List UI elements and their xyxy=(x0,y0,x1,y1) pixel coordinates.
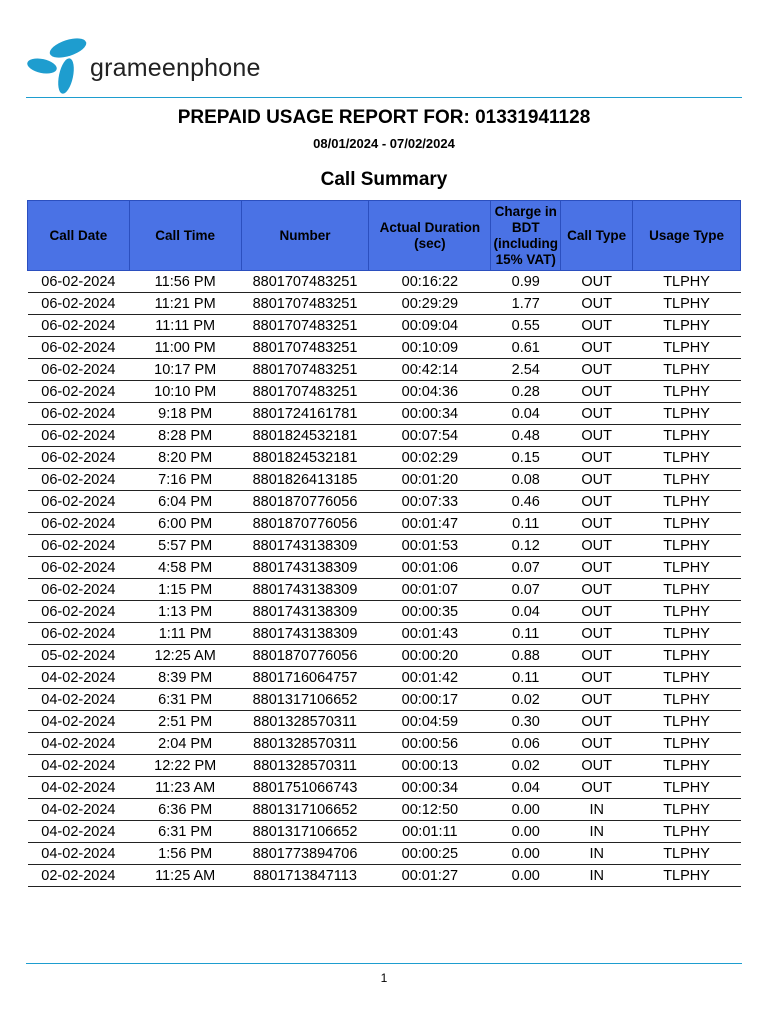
cell-call-time: 1:15 PM xyxy=(129,579,241,601)
cell-call-type: OUT xyxy=(561,645,633,667)
cell-number: 8801317106652 xyxy=(241,799,369,821)
cell-usage-type: TLPHY xyxy=(633,535,741,557)
cell-usage-type: TLPHY xyxy=(633,337,741,359)
cell-call-time: 4:58 PM xyxy=(129,557,241,579)
cell-call-date: 06-02-2024 xyxy=(28,293,130,315)
cell-charge: 0.12 xyxy=(491,535,561,557)
cell-call-type: OUT xyxy=(561,557,633,579)
cell-call-time: 11:21 PM xyxy=(129,293,241,315)
cell-call-type: OUT xyxy=(561,623,633,645)
cell-number: 8801743138309 xyxy=(241,557,369,579)
cell-call-date: 06-02-2024 xyxy=(28,447,130,469)
cell-number: 8801707483251 xyxy=(241,315,369,337)
cell-call-type: OUT xyxy=(561,491,633,513)
cell-call-date: 06-02-2024 xyxy=(28,579,130,601)
cell-call-type: OUT xyxy=(561,755,633,777)
cell-usage-type: TLPHY xyxy=(633,403,741,425)
cell-actual-duration: 00:00:34 xyxy=(369,777,491,799)
cell-call-date: 04-02-2024 xyxy=(28,733,130,755)
table-row xyxy=(28,381,741,403)
cell-call-time: 8:39 PM xyxy=(129,667,241,689)
cell-call-type: OUT xyxy=(561,381,633,403)
cell-actual-duration: 00:07:33 xyxy=(369,491,491,513)
cell-call-time: 7:16 PM xyxy=(129,469,241,491)
cell-charge: 2.54 xyxy=(491,359,561,381)
table-row xyxy=(28,667,741,689)
cell-usage-type: TLPHY xyxy=(633,293,741,315)
cell-usage-type: TLPHY xyxy=(633,381,741,403)
cell-call-date: 04-02-2024 xyxy=(28,667,130,689)
header-actual-duration: Actual Duration (sec) xyxy=(369,201,491,271)
cell-call-date: 04-02-2024 xyxy=(28,777,130,799)
cell-actual-duration: 00:12:50 xyxy=(369,799,491,821)
cell-number: 8801743138309 xyxy=(241,579,369,601)
cell-call-date: 04-02-2024 xyxy=(28,821,130,843)
cell-call-time: 2:51 PM xyxy=(129,711,241,733)
call-summary-table xyxy=(27,200,741,887)
cell-call-date: 06-02-2024 xyxy=(28,513,130,535)
cell-usage-type: TLPHY xyxy=(633,821,741,843)
cell-charge: 0.11 xyxy=(491,513,561,535)
cell-usage-type: TLPHY xyxy=(633,623,741,645)
cell-call-date: 06-02-2024 xyxy=(28,315,130,337)
cell-call-type: OUT xyxy=(561,469,633,491)
cell-number: 8801824532181 xyxy=(241,425,369,447)
cell-actual-duration: 00:00:56 xyxy=(369,733,491,755)
cell-charge: 0.30 xyxy=(491,711,561,733)
cell-call-type: OUT xyxy=(561,579,633,601)
cell-number: 8801751066743 xyxy=(241,777,369,799)
table-row xyxy=(28,777,741,799)
report-title: PREPAID USAGE REPORT FOR: 01331941128 xyxy=(177,107,591,128)
cell-call-type: OUT xyxy=(561,601,633,623)
cell-call-date: 04-02-2024 xyxy=(28,711,130,733)
cell-call-time: 11:00 PM xyxy=(129,337,241,359)
cell-call-time: 8:28 PM xyxy=(129,425,241,447)
cell-actual-duration: 00:00:13 xyxy=(369,755,491,777)
cell-charge: 0.55 xyxy=(491,315,561,337)
cell-number: 8801707483251 xyxy=(241,381,369,403)
cell-actual-duration: 00:00:25 xyxy=(369,843,491,865)
cell-actual-duration: 00:10:09 xyxy=(369,337,491,359)
cell-actual-duration: 00:42:14 xyxy=(369,359,491,381)
cell-usage-type: TLPHY xyxy=(633,271,741,293)
header-charge: Charge in BDT (including 15% VAT) xyxy=(491,201,561,271)
cell-actual-duration: 00:00:35 xyxy=(369,601,491,623)
cell-call-type: OUT xyxy=(561,777,633,799)
cell-actual-duration: 00:04:36 xyxy=(369,381,491,403)
cell-call-date: 06-02-2024 xyxy=(28,381,130,403)
cell-call-time: 11:11 PM xyxy=(129,315,241,337)
header-usage-type: Usage Type xyxy=(633,201,741,271)
cell-usage-type: TLPHY xyxy=(633,315,741,337)
page-number: 1 xyxy=(380,971,388,985)
cell-usage-type: TLPHY xyxy=(633,733,741,755)
cell-usage-type: TLPHY xyxy=(633,359,741,381)
cell-call-type: OUT xyxy=(561,513,633,535)
cell-charge: 0.07 xyxy=(491,579,561,601)
cell-call-date: 04-02-2024 xyxy=(28,689,130,711)
cell-usage-type: TLPHY xyxy=(633,513,741,535)
cell-call-date: 06-02-2024 xyxy=(28,469,130,491)
cell-charge: 0.28 xyxy=(491,381,561,403)
cell-number: 8801743138309 xyxy=(241,535,369,557)
cell-actual-duration: 00:01:20 xyxy=(369,469,491,491)
cell-number: 8801724161781 xyxy=(241,403,369,425)
header-call-time: Call Time xyxy=(129,201,241,271)
cell-charge: 0.02 xyxy=(491,755,561,777)
brand-name: grameenphone xyxy=(90,54,261,82)
cell-actual-duration: 00:09:04 xyxy=(369,315,491,337)
cell-number: 8801707483251 xyxy=(241,271,369,293)
cell-usage-type: TLPHY xyxy=(633,711,741,733)
cell-call-time: 6:04 PM xyxy=(129,491,241,513)
report-period: 08/01/2024 - 07/02/2024 xyxy=(313,136,455,151)
table-row xyxy=(28,645,741,667)
table-row xyxy=(28,513,741,535)
table-row xyxy=(28,689,741,711)
table-row xyxy=(28,843,741,865)
cell-call-date: 06-02-2024 xyxy=(28,403,130,425)
cell-charge: 0.00 xyxy=(491,821,561,843)
cell-usage-type: TLPHY xyxy=(633,447,741,469)
cell-call-date: 06-02-2024 xyxy=(28,491,130,513)
cell-actual-duration: 00:00:34 xyxy=(369,403,491,425)
cell-number: 8801824532181 xyxy=(241,447,369,469)
cell-charge: 0.99 xyxy=(491,271,561,293)
table-row xyxy=(28,601,741,623)
header-call-date: Call Date xyxy=(28,201,130,271)
cell-call-type: OUT xyxy=(561,337,633,359)
cell-actual-duration: 00:07:54 xyxy=(369,425,491,447)
cell-number: 8801328570311 xyxy=(241,733,369,755)
cell-usage-type: TLPHY xyxy=(633,755,741,777)
cell-call-time: 1:13 PM xyxy=(129,601,241,623)
cell-usage-type: TLPHY xyxy=(633,579,741,601)
cell-charge: 0.02 xyxy=(491,689,561,711)
cell-actual-duration: 00:29:29 xyxy=(369,293,491,315)
cell-charge: 0.88 xyxy=(491,645,561,667)
cell-call-type: OUT xyxy=(561,733,633,755)
cell-charge: 0.46 xyxy=(491,491,561,513)
cell-charge: 0.00 xyxy=(491,799,561,821)
section-title: Call Summary xyxy=(320,169,448,190)
cell-charge: 0.11 xyxy=(491,667,561,689)
table-row xyxy=(28,865,741,887)
table-row xyxy=(28,557,741,579)
cell-usage-type: TLPHY xyxy=(633,645,741,667)
cell-call-time: 12:25 AM xyxy=(129,645,241,667)
cell-usage-type: TLPHY xyxy=(633,557,741,579)
table-row xyxy=(28,337,741,359)
cell-actual-duration: 00:02:29 xyxy=(369,447,491,469)
cell-actual-duration: 00:01:42 xyxy=(369,667,491,689)
cell-usage-type: TLPHY xyxy=(633,667,741,689)
cell-number: 8801707483251 xyxy=(241,293,369,315)
cell-charge: 0.61 xyxy=(491,337,561,359)
cell-actual-duration: 00:01:11 xyxy=(369,821,491,843)
cell-call-time: 9:18 PM xyxy=(129,403,241,425)
table-row xyxy=(28,799,741,821)
cell-call-date: 06-02-2024 xyxy=(28,557,130,579)
cell-actual-duration: 00:16:22 xyxy=(369,271,491,293)
cell-call-date: 06-02-2024 xyxy=(28,425,130,447)
cell-call-date: 06-02-2024 xyxy=(28,535,130,557)
cell-actual-duration: 00:00:20 xyxy=(369,645,491,667)
cell-number: 8801328570311 xyxy=(241,711,369,733)
cell-charge: 0.04 xyxy=(491,601,561,623)
cell-call-time: 11:56 PM xyxy=(129,271,241,293)
cell-call-date: 06-02-2024 xyxy=(28,271,130,293)
cell-call-date: 04-02-2024 xyxy=(28,843,130,865)
table-row xyxy=(28,755,741,777)
cell-number: 8801317106652 xyxy=(241,689,369,711)
table-row xyxy=(28,359,741,381)
cell-usage-type: TLPHY xyxy=(633,425,741,447)
cell-call-type: OUT xyxy=(561,403,633,425)
grameenphone-logo-icon xyxy=(26,36,90,96)
cell-number: 8801716064757 xyxy=(241,667,369,689)
table-row xyxy=(28,579,741,601)
cell-call-date: 04-02-2024 xyxy=(28,799,130,821)
cell-charge: 0.04 xyxy=(491,403,561,425)
cell-number: 8801317106652 xyxy=(241,821,369,843)
cell-call-type: OUT xyxy=(561,711,633,733)
cell-number: 8801713847113 xyxy=(241,865,369,887)
cell-call-type: OUT xyxy=(561,535,633,557)
header-divider xyxy=(26,97,742,98)
cell-call-time: 6:00 PM xyxy=(129,513,241,535)
cell-call-type: OUT xyxy=(561,293,633,315)
cell-number: 8801870776056 xyxy=(241,491,369,513)
table-row xyxy=(28,535,741,557)
cell-call-type: OUT xyxy=(561,359,633,381)
cell-usage-type: TLPHY xyxy=(633,601,741,623)
header xyxy=(26,36,746,96)
cell-call-type: OUT xyxy=(561,447,633,469)
cell-charge: 0.48 xyxy=(491,425,561,447)
table-row xyxy=(28,733,741,755)
cell-actual-duration: 00:04:59 xyxy=(369,711,491,733)
cell-call-time: 11:25 AM xyxy=(129,865,241,887)
table-header-row xyxy=(28,201,741,271)
header-number: Number xyxy=(241,201,369,271)
cell-call-time: 6:36 PM xyxy=(129,799,241,821)
header-call-type: Call Type xyxy=(561,201,633,271)
cell-usage-type: TLPHY xyxy=(633,777,741,799)
cell-call-time: 1:11 PM xyxy=(129,623,241,645)
cell-number: 8801870776056 xyxy=(241,645,369,667)
cell-actual-duration: 00:01:53 xyxy=(369,535,491,557)
cell-call-time: 2:04 PM xyxy=(129,733,241,755)
cell-call-date: 05-02-2024 xyxy=(28,645,130,667)
cell-usage-type: TLPHY xyxy=(633,491,741,513)
cell-charge: 0.15 xyxy=(491,447,561,469)
cell-usage-type: TLPHY xyxy=(633,689,741,711)
table-row xyxy=(28,821,741,843)
cell-call-type: IN xyxy=(561,821,633,843)
cell-call-date: 04-02-2024 xyxy=(28,755,130,777)
table-row xyxy=(28,711,741,733)
cell-call-type: IN xyxy=(561,799,633,821)
cell-call-type: OUT xyxy=(561,667,633,689)
table-row xyxy=(28,271,741,293)
cell-charge: 1.77 xyxy=(491,293,561,315)
table-row xyxy=(28,623,741,645)
cell-call-type: OUT xyxy=(561,315,633,337)
cell-call-type: IN xyxy=(561,865,633,887)
cell-call-date: 06-02-2024 xyxy=(28,623,130,645)
cell-call-time: 10:10 PM xyxy=(129,381,241,403)
table-row xyxy=(28,491,741,513)
cell-call-time: 6:31 PM xyxy=(129,821,241,843)
cell-call-type: OUT xyxy=(561,271,633,293)
cell-call-type: OUT xyxy=(561,425,633,447)
cell-actual-duration: 00:01:27 xyxy=(369,865,491,887)
cell-number: 8801870776056 xyxy=(241,513,369,535)
cell-actual-duration: 00:01:47 xyxy=(369,513,491,535)
cell-call-type: IN xyxy=(561,843,633,865)
table-row xyxy=(28,447,741,469)
cell-call-time: 1:56 PM xyxy=(129,843,241,865)
cell-number: 8801707483251 xyxy=(241,359,369,381)
cell-call-time: 5:57 PM xyxy=(129,535,241,557)
cell-charge: 0.08 xyxy=(491,469,561,491)
cell-call-time: 11:23 AM xyxy=(129,777,241,799)
table-row xyxy=(28,425,741,447)
cell-usage-type: TLPHY xyxy=(633,799,741,821)
cell-number: 8801743138309 xyxy=(241,623,369,645)
table-row xyxy=(28,315,741,337)
footer-divider xyxy=(26,963,742,964)
cell-number: 8801743138309 xyxy=(241,601,369,623)
cell-number: 8801826413185 xyxy=(241,469,369,491)
cell-call-date: 06-02-2024 xyxy=(28,359,130,381)
cell-usage-type: TLPHY xyxy=(633,469,741,491)
cell-call-time: 10:17 PM xyxy=(129,359,241,381)
cell-charge: 0.00 xyxy=(491,865,561,887)
cell-call-time: 6:31 PM xyxy=(129,689,241,711)
table-row xyxy=(28,293,741,315)
table-row xyxy=(28,403,741,425)
cell-charge: 0.04 xyxy=(491,777,561,799)
cell-actual-duration: 00:00:17 xyxy=(369,689,491,711)
cell-number: 8801328570311 xyxy=(241,755,369,777)
cell-charge: 0.07 xyxy=(491,557,561,579)
cell-usage-type: TLPHY xyxy=(633,843,741,865)
cell-call-date: 06-02-2024 xyxy=(28,337,130,359)
cell-actual-duration: 00:01:07 xyxy=(369,579,491,601)
cell-call-date: 02-02-2024 xyxy=(28,865,130,887)
cell-call-type: OUT xyxy=(561,689,633,711)
table-row xyxy=(28,469,741,491)
cell-actual-duration: 00:01:06 xyxy=(369,557,491,579)
cell-call-time: 8:20 PM xyxy=(129,447,241,469)
cell-charge: 0.06 xyxy=(491,733,561,755)
cell-call-date: 06-02-2024 xyxy=(28,601,130,623)
cell-number: 8801773894706 xyxy=(241,843,369,865)
cell-usage-type: TLPHY xyxy=(633,865,741,887)
cell-call-time: 12:22 PM xyxy=(129,755,241,777)
cell-charge: 0.11 xyxy=(491,623,561,645)
table-body xyxy=(28,271,741,887)
cell-actual-duration: 00:01:43 xyxy=(369,623,491,645)
cell-charge: 0.00 xyxy=(491,843,561,865)
cell-number: 8801707483251 xyxy=(241,337,369,359)
